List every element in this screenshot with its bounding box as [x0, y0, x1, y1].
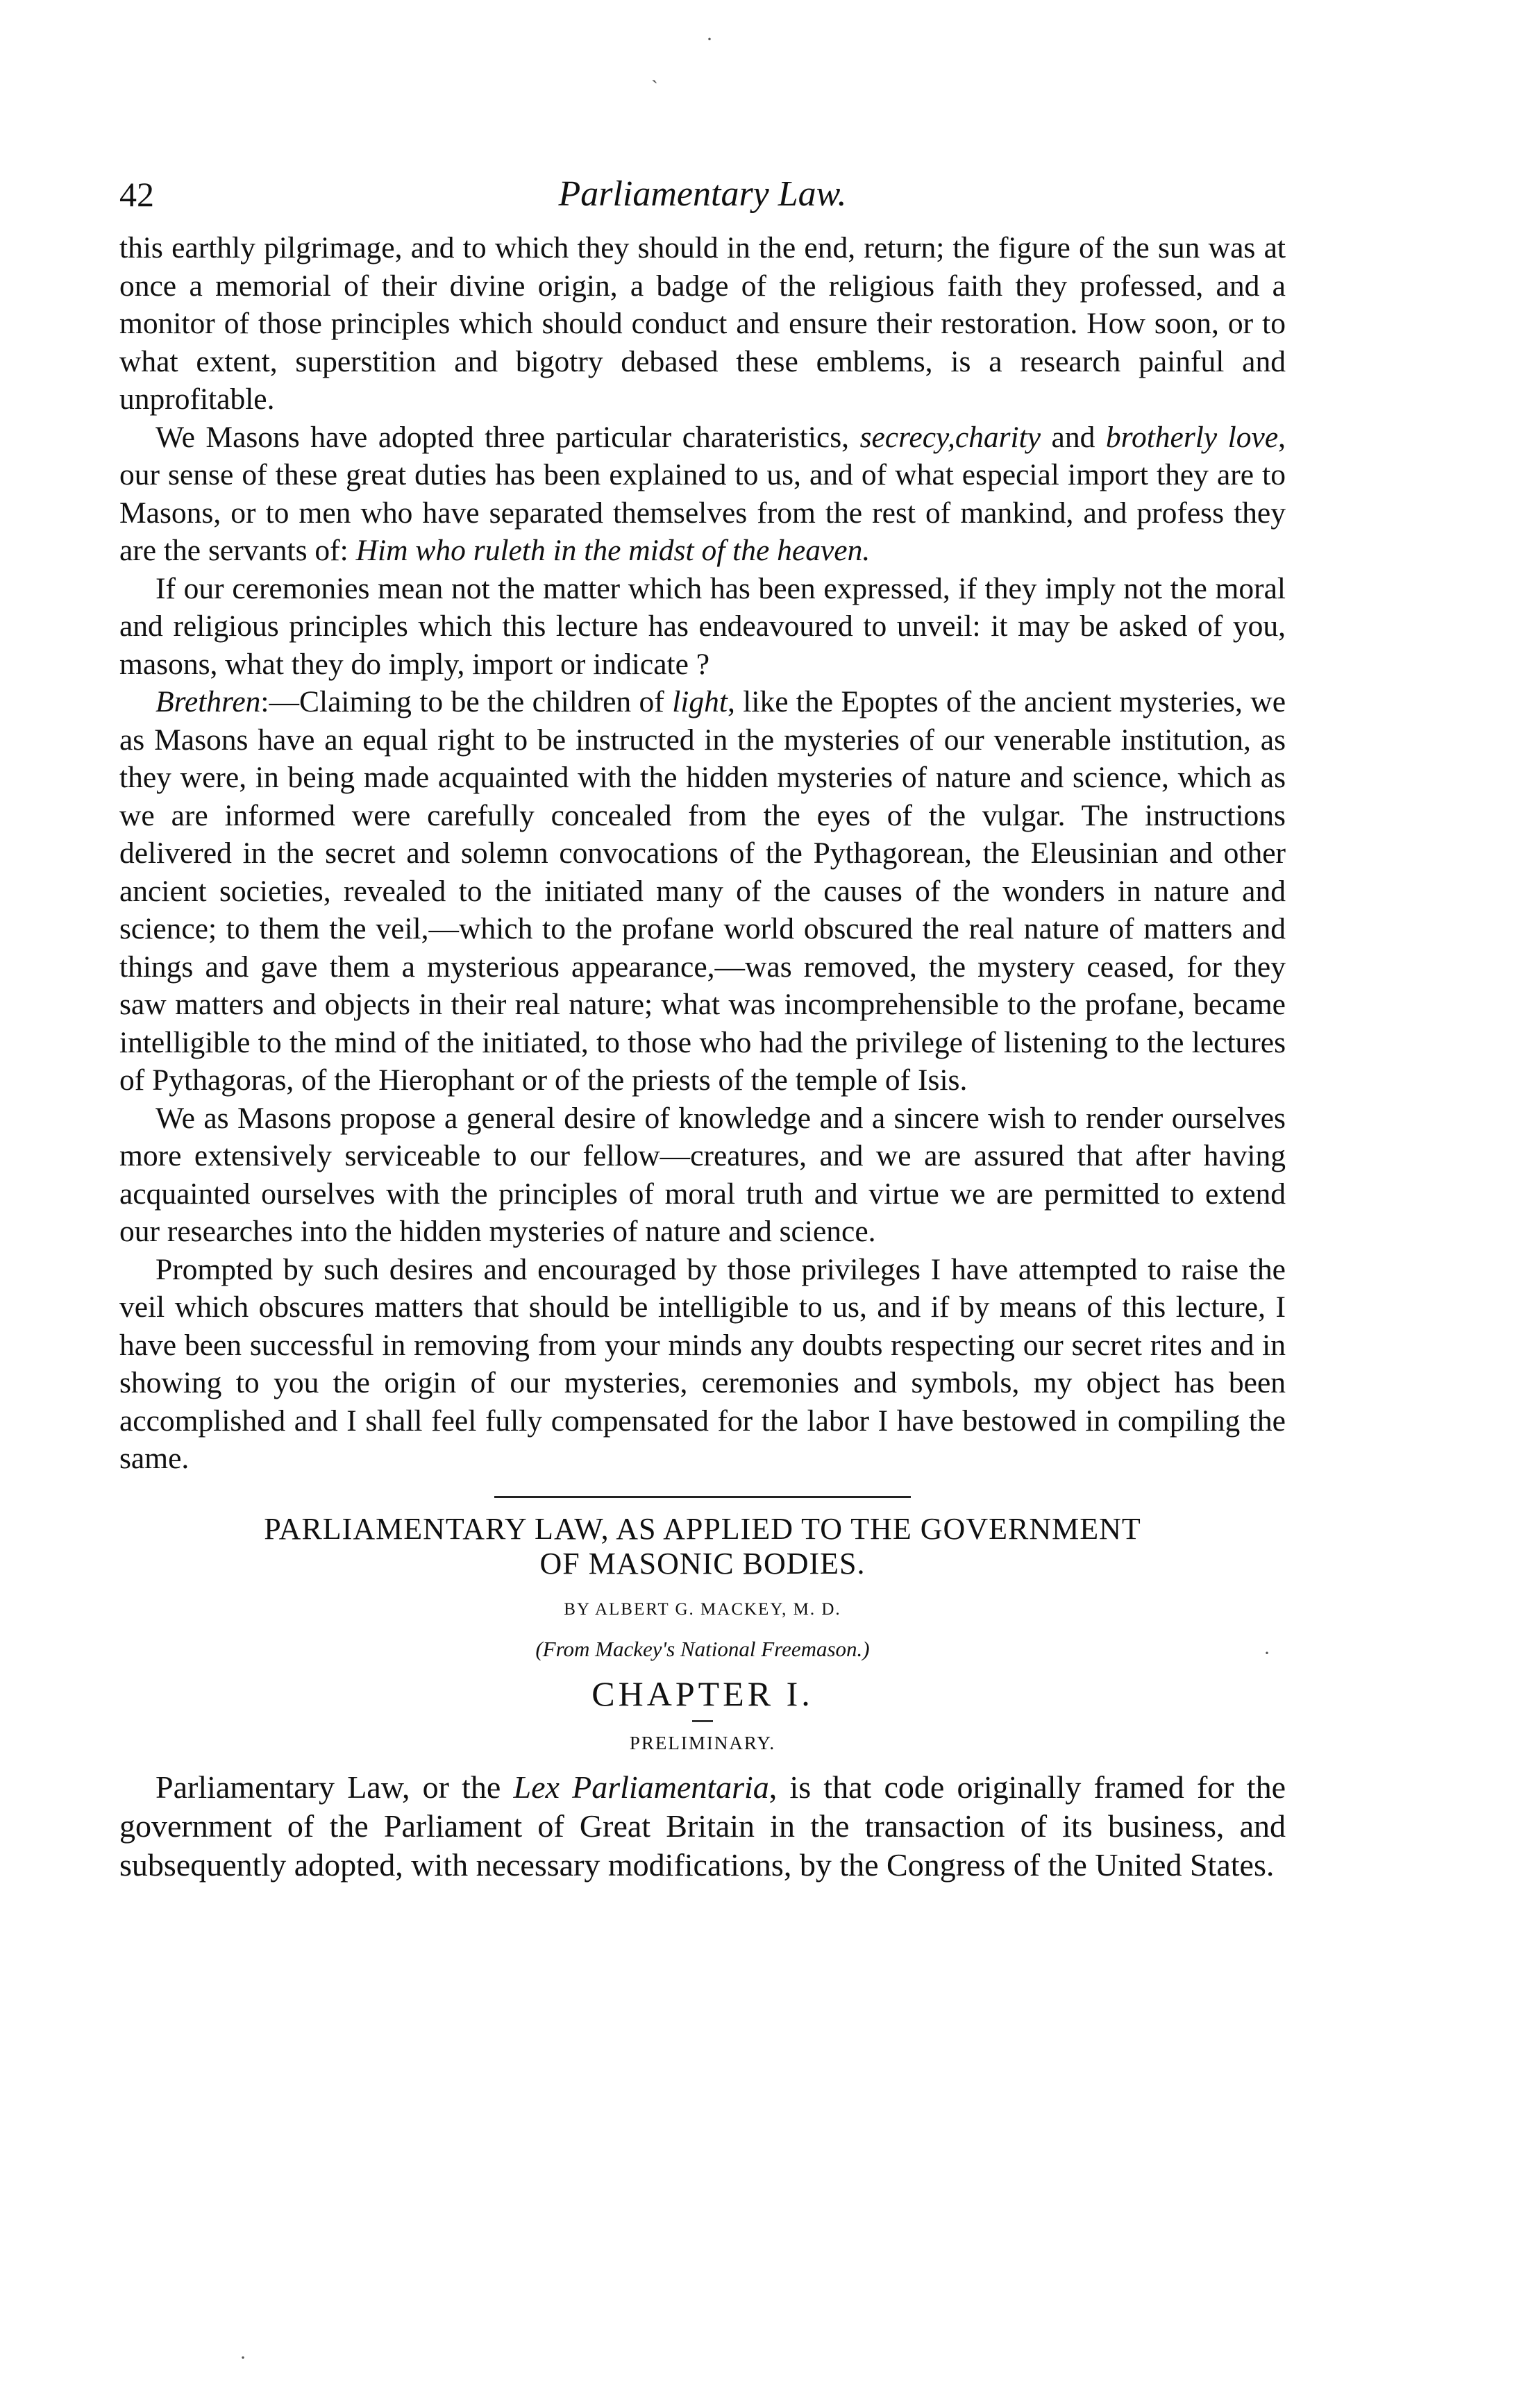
text-run: Parliamentary Law, or the [156, 1769, 514, 1805]
lecture-text [119, 229, 1286, 1478]
paragraph [119, 683, 1286, 1100]
paragraph [119, 419, 1286, 570]
emphasis: Him who ruleth in the midst of the heaven. [355, 534, 871, 567]
subheading: PRELIMINARY. [629, 1732, 776, 1753]
emphasis: Lex Parliamentaria [513, 1769, 769, 1805]
author-byline: BY ALBERT G. MACKEY, M. D. [564, 1599, 841, 1619]
emphasis: Brethren [156, 685, 261, 718]
stray-mark: ˋ [651, 76, 658, 99]
text-run: , like the Epoptes of the ancient mysteries, we as Masons have an equal right to be instructed in the mysteries of our venerable institution, as they were, in being made acquainted with the hidden mysteries of nature and science, which as we are informed were carefully concealed from the eyes of the vulgar. The instructions delivered in the secret and solemn convocations of the Pythagorean, the Eleusinian and other ancient societies, revealed to the initiated many of the causes of the wonders in nature and science; to them the veil,—which to the profane world obscured the real nature of matters and things and gave them a mysterious appearance,—was removed, the mystery ceased, for they saw matters and objects in their real nature; what was incomprehensible to the profane, became intelligible to the mind of the initiated, to those who had the privilege of listening to the lectures of Pythagoras, of the Hierophant or of the priests of the temple of Isis. [119, 685, 1286, 1097]
stray-mark: · [706, 28, 713, 51]
paragraph: If our ceremonies mean not the matter which has been expressed, if they imply not the moral and religious principles which this lecture has endeavoured to unveil: it may be asked of you, masons, what they do imply, import or indicate ? [119, 571, 1286, 681]
section-divider [494, 1496, 911, 1498]
chapter-heading: CHAPTER I. [591, 1674, 814, 1713]
text-run: , our sense of these great duties has been explained to us, and of what especial import they are to Masons, or to men who have separated themselves from the rest of mankind, and profess they are the servants of: [119, 420, 1286, 567]
running-title: Parliamentary Law. [558, 174, 847, 214]
book-page [119, 174, 1286, 1885]
paragraph: We as Masons propose a general desire of knowledge and a sincere wish to render ourselves more extensively serviceable to our fellow—creatures, and we are assured that after having acquainted ourselves with the principles of moral truth and virtue we are permitted to extend our researches into the hidden mysteries of nature and science. [119, 1101, 1286, 1248]
paragraph: this earthly pilgrimage, and to which they should in the end, return; the figure of the sun was at once a memorial of their divine origin, a badge of the religious faith they professed, and a monitor of those principles which should conduct and ensure their restoration. How soon, or to what extent, superstition and bigotry debased these emblems, is a research painful and unprofitable. [119, 231, 1286, 416]
text-run: :—Claiming to be the children of [260, 685, 673, 718]
stray-mark: · [1263, 1642, 1270, 1665]
title-line: PARLIAMENTARY LAW, AS APPLIED TO THE GOVERNMENT [264, 1511, 1141, 1546]
paragraph [119, 1768, 1286, 1885]
emphasis: secrecy,charity [859, 420, 1041, 454]
paragraph: Prompted by such desires and encouraged by those privileges I have attempted to raise the veil which obscures matters that should be intelligible to us, and if by means of this lecture, I have been successful in removing from your minds any doubts respecting our secret rites and in showing to you the origin of our mysteries, ceremonies and symbols, my object has been accomplished and I shall feel fully compensated for the labor I have bestowed in compiling the same. [119, 1252, 1286, 1475]
emphasis: light [672, 685, 728, 718]
source-note: (From Mackey's National Freemason.) [535, 1636, 870, 1661]
page-header [119, 174, 1286, 229]
text-run: and [1041, 420, 1106, 454]
stray-mark: · [240, 2346, 246, 2369]
section-title [119, 1512, 1286, 1581]
short-divider [692, 1720, 713, 1722]
page-number: 42 [119, 175, 154, 214]
chapter-text [119, 1768, 1286, 1885]
title-line: OF MASONIC BODIES. [539, 1546, 866, 1581]
emphasis: brotherly love [1105, 420, 1279, 454]
text-run: , is that code originally framed for the government of the Parliament of Great Britain in the transaction of its business, and subsequently adopted, with necessary modifications, by the Congress of the United States. [119, 1769, 1286, 1883]
text-run: We Masons have adopted three particular charateristics, [156, 420, 860, 454]
